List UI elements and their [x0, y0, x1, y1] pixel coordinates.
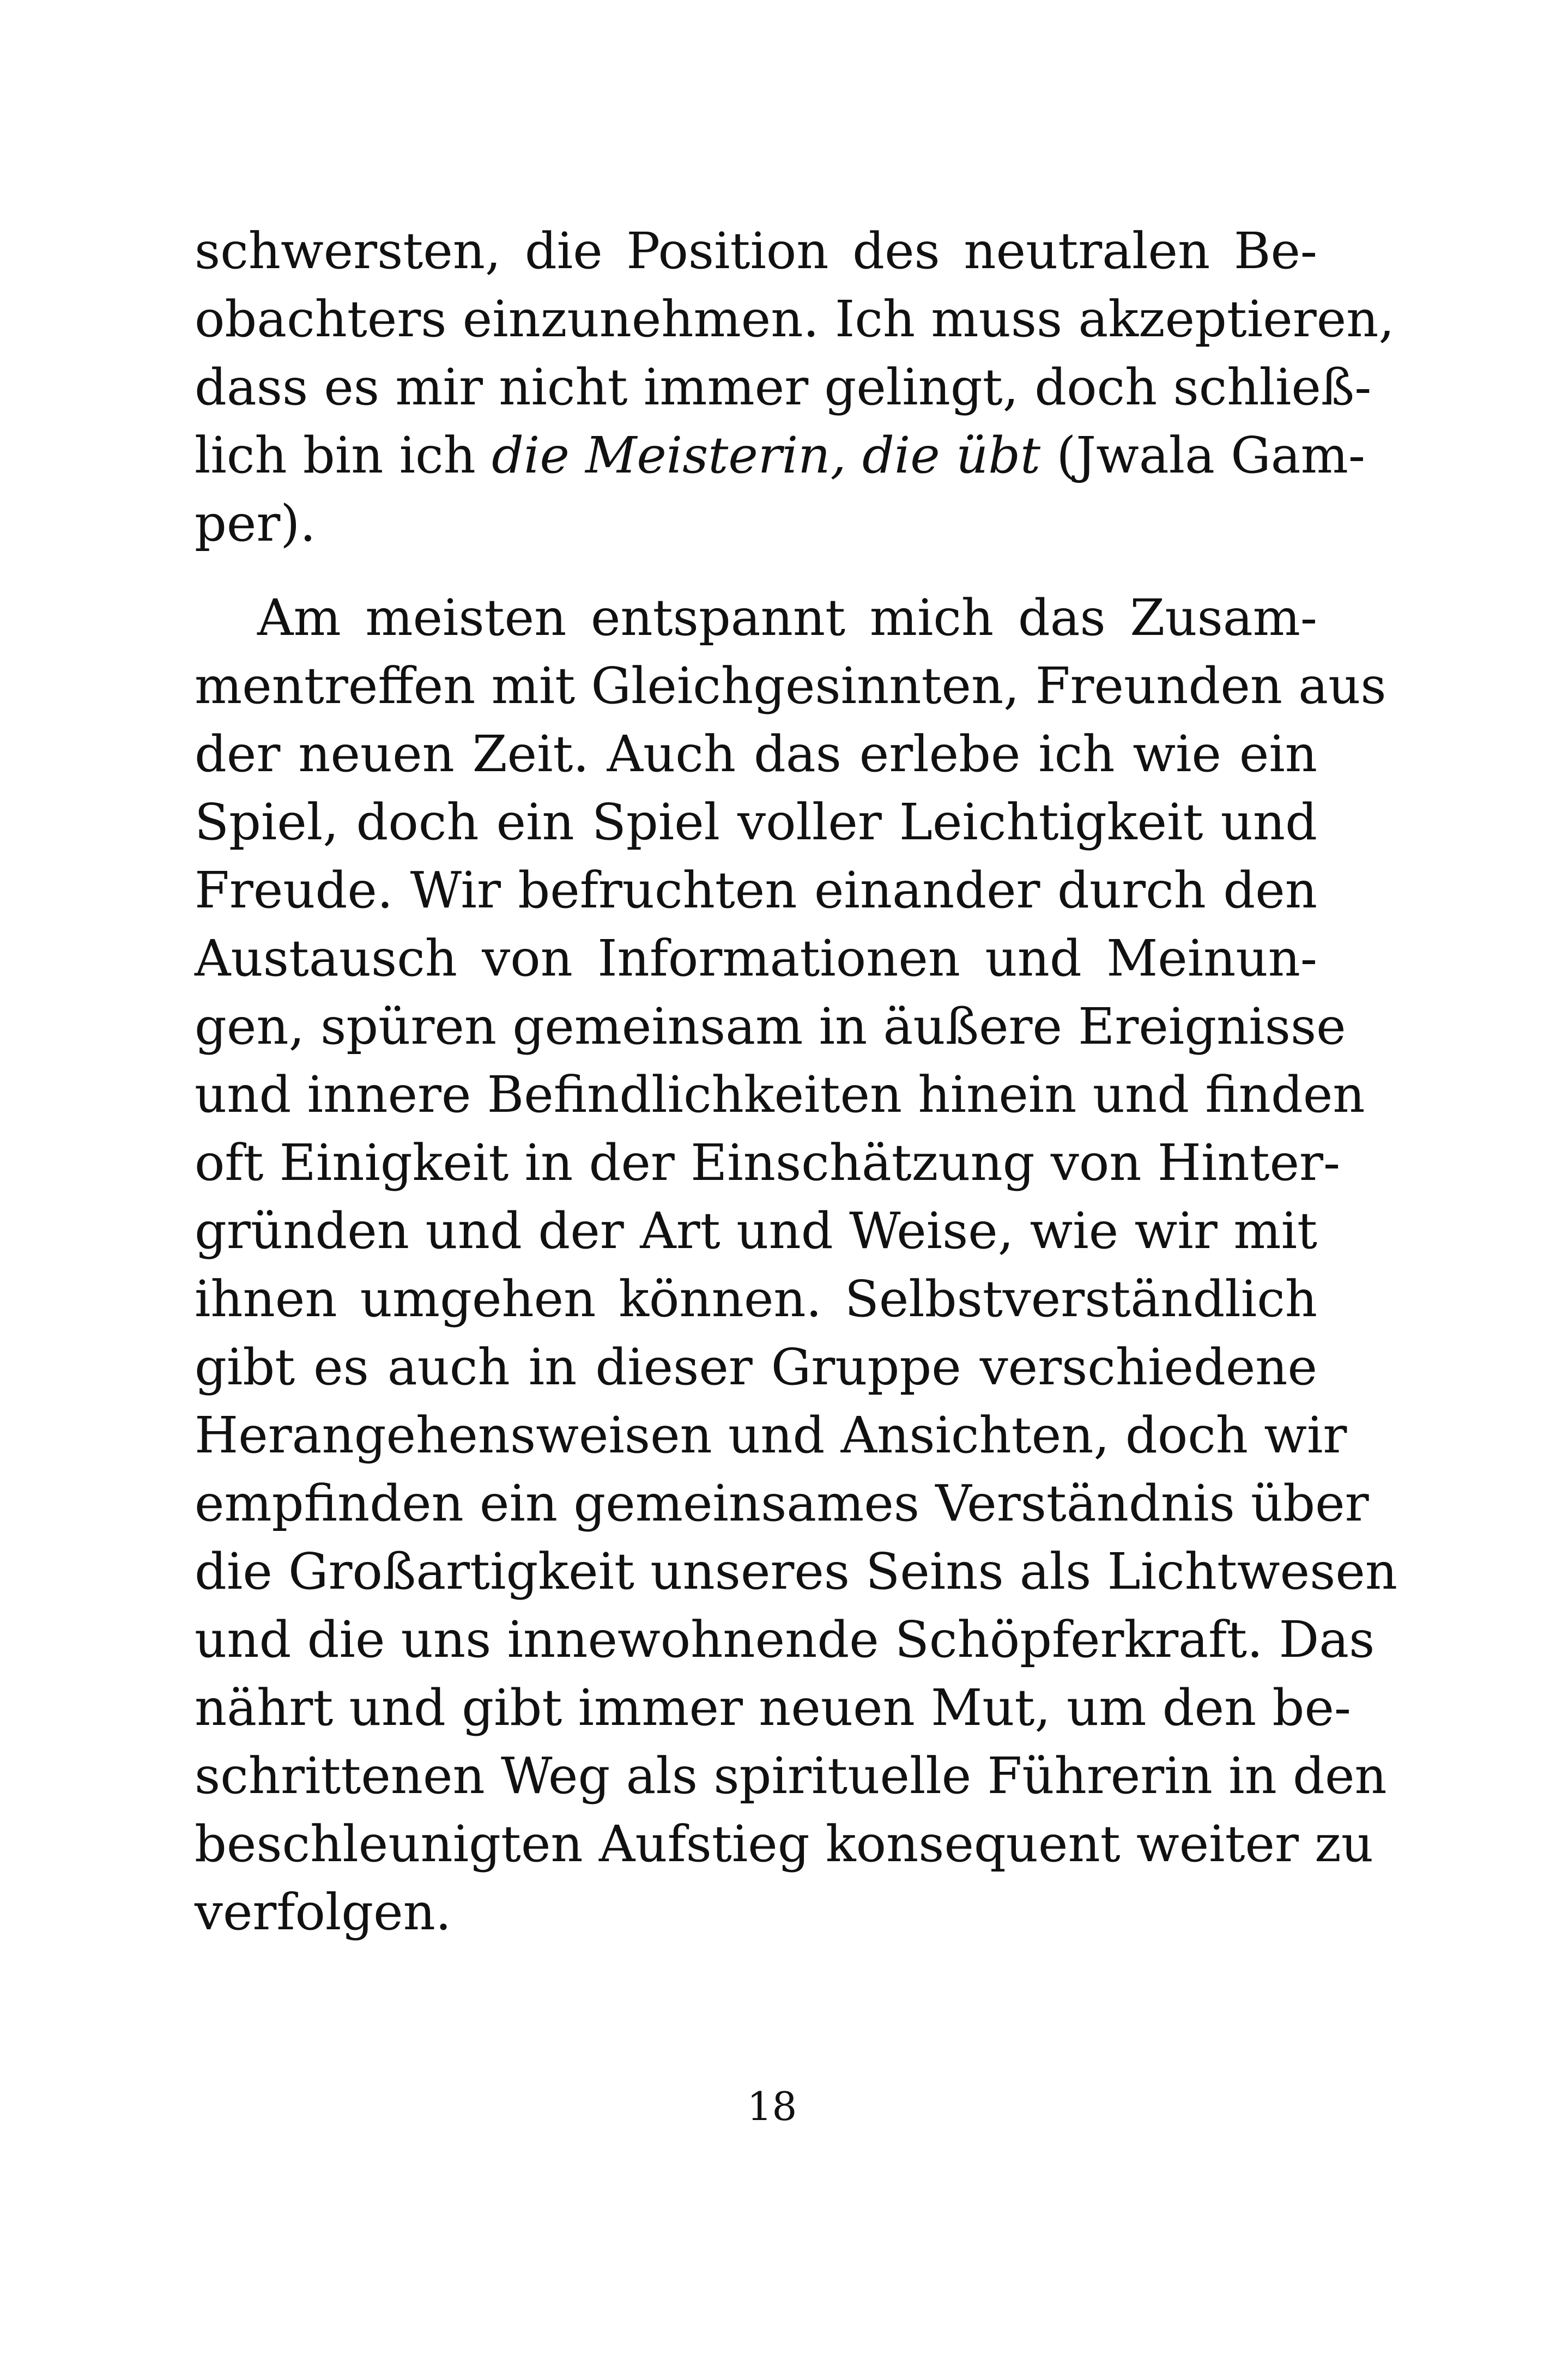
- italic-quote: die Meisterin, die übt: [492, 426, 1041, 485]
- paragraph-spacer: [195, 558, 1317, 584]
- paragraph-2: [195, 584, 1398, 1946]
- text-segment: (Jwala Gam-: [1040, 426, 1365, 485]
- text-line: verfolgen.: [195, 1883, 452, 1941]
- text-line: die Großartigkeit unseres Seins als Lichtwesen: [195, 1542, 1398, 1601]
- text-line: gibt es auch in dieser Gruppe verschiedene: [195, 1338, 1317, 1396]
- text-line: Austausch von Informationen und Meinun-: [195, 929, 1317, 988]
- text-line: obachters einzunehmen. Ich muss akzeptieren,: [195, 290, 1395, 348]
- text-line: Freude. Wir befruchten einander durch den: [195, 861, 1317, 919]
- text-line: beschleunigten Aufstieg konsequent weiter zu: [195, 1815, 1373, 1873]
- text-line: und die uns innewohnende Schöpferkraft. Das: [195, 1610, 1375, 1669]
- text-line: nährt und gibt immer neuen Mut, um den be-: [195, 1679, 1351, 1737]
- paragraph-1: [195, 217, 1395, 558]
- text-line: ihnen umgehen können. Selbstverständlich: [195, 1270, 1317, 1328]
- text-line: Am meisten entspannt mich das Zusam-: [257, 589, 1317, 647]
- text-line: und innere Befindlichkeiten hinein und finden: [195, 1065, 1365, 1124]
- text-line: Herangehensweisen und Ansichten, doch wir: [195, 1406, 1347, 1464]
- text-segment: lich bin ich: [195, 426, 492, 485]
- text-line: per).: [195, 494, 316, 553]
- text-line: gründen und der Art und Weise, wie wir mit: [195, 1202, 1317, 1260]
- text-line: schwersten, die Position des neutralen Be-: [195, 222, 1317, 280]
- page-number: 18: [747, 2084, 797, 2129]
- text-line: dass es mir nicht immer gelingt, doch schließ-: [195, 358, 1372, 416]
- text-line: schrittenen Weg als spirituelle Führerin in den: [195, 1747, 1387, 1805]
- text-line: oft Einigkeit in der Einschätzung von Hinter-: [195, 1134, 1341, 1192]
- text-line: der neuen Zeit. Auch das erlebe ich wie ein: [195, 725, 1317, 783]
- text-line: Spiel, doch ein Spiel voller Leichtigkeit und: [195, 793, 1317, 851]
- text-line: gen, spüren gemeinsam in äußere Ereignisse: [195, 997, 1346, 1056]
- text-line: mentreffen mit Gleichgesinnten, Freunden aus: [195, 657, 1386, 715]
- text-line: [195, 421, 1365, 489]
- body-text: [195, 217, 1398, 1946]
- text-line: empfinden ein gemeinsames Verständnis über: [195, 1474, 1369, 1533]
